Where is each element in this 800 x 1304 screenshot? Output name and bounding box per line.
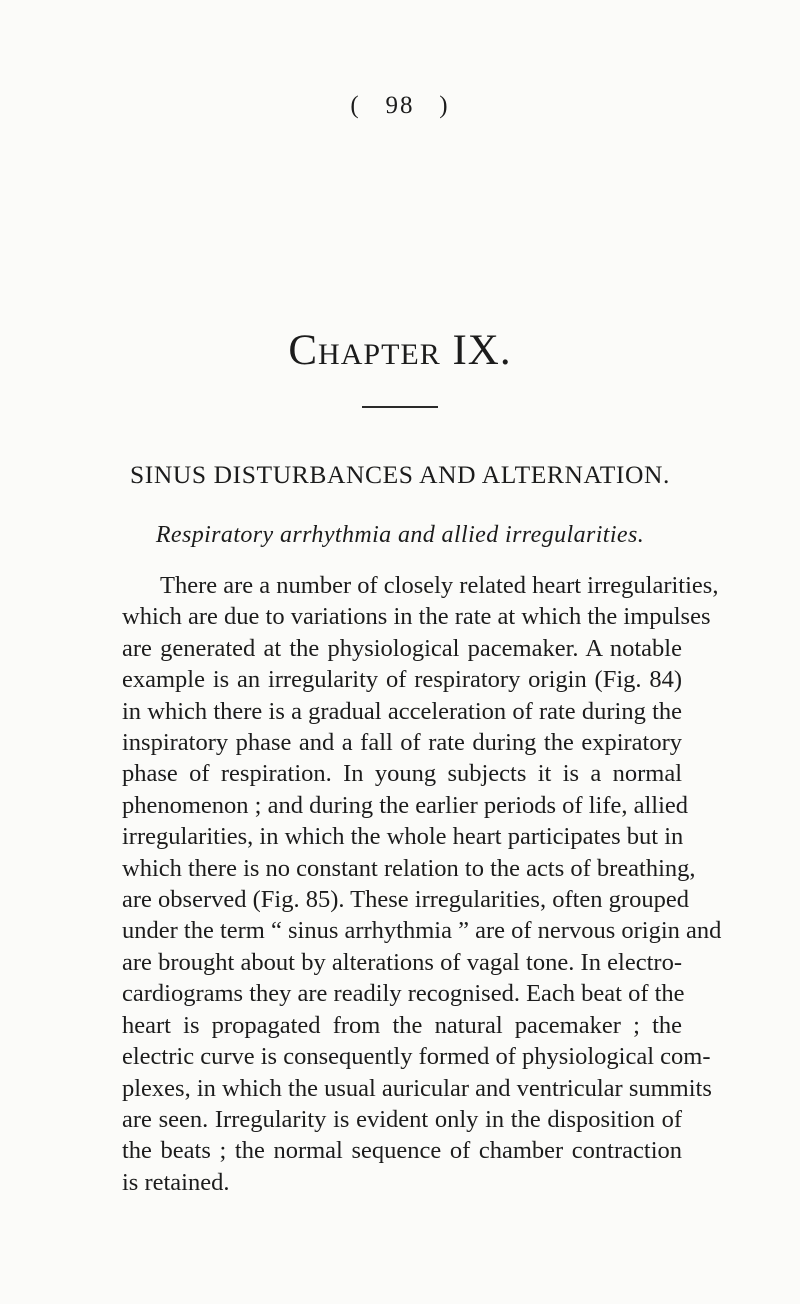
body-paragraph xyxy=(122,570,722,1198)
paragraph-line: which are due to variations in the rate at which the impulses xyxy=(122,603,711,631)
paragraph-line: example is an irregularity of respiratory origin (Fig. 84) xyxy=(122,666,682,694)
title-divider xyxy=(362,406,438,408)
paragraph-line: plexes, in which the usual auricular and ventricular summits xyxy=(122,1074,712,1102)
paragraph-line: heart is propagated from the natural pacemaker ; the xyxy=(122,1011,682,1039)
paragraph-line: There are a number of closely related heart irregularities, xyxy=(160,572,719,599)
section-heading: SINUS DISTURBANCES AND ALTERNATION. xyxy=(129,460,671,489)
paragraph-line: phase of respiration. In young subjects it is a normal xyxy=(122,760,682,788)
paragraph-line: inspiratory phase and a fall of rate during the expiratory xyxy=(122,729,682,757)
paragraph-line: the beats ; the normal sequence of chamber contraction xyxy=(122,1137,682,1165)
chapter-title: Chapter IX. xyxy=(288,327,512,374)
paragraph-line: are generated at the physiological pacemaker. A notable xyxy=(122,634,682,662)
paragraph-line: in which there is a gradual acceleration of rate during the xyxy=(122,697,682,725)
paragraph-line: are brought about by alterations of vagal tone. In electro- xyxy=(122,948,682,976)
paragraph-line: electric curve is consequently formed of physiological com- xyxy=(122,1043,711,1071)
paragraph-line: under the term “ sinus arrhythmia ” are of nervous origin and xyxy=(122,917,722,945)
paragraph-line: cardiograms they are readily recognised. Each beat of the xyxy=(122,980,685,1008)
page-number: ( 98 ) xyxy=(350,92,450,119)
paragraph-line: irregularities, in which the whole heart participates but in xyxy=(122,823,684,851)
paragraph-line: which there is no constant relation to the acts of breathing, xyxy=(122,854,696,882)
paragraph-line: are observed (Fig. 85). These irregularities, often grouped xyxy=(122,886,689,914)
paragraph-line: are seen. Irregularity is evident only in the disposition of xyxy=(122,1105,682,1133)
paragraph-line: is retained. xyxy=(122,1168,230,1196)
paragraph-line: phenomenon ; and during the earlier periods of life, allied xyxy=(122,791,689,819)
subheading: Respiratory arrhythmia and allied irregularities. xyxy=(155,522,645,548)
